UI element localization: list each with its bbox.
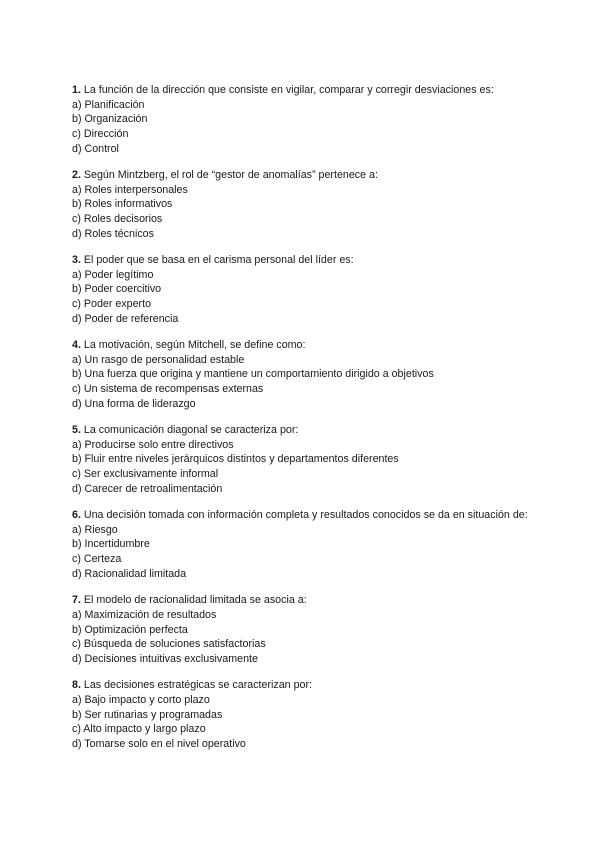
question-4 xyxy=(72,338,540,412)
answer-option: b) Poder coercitivo xyxy=(72,283,162,296)
answer-option: a) Roles interpersonales xyxy=(72,183,188,196)
answer-option: d) Decisiones intuitivas exclusivamente xyxy=(72,652,258,665)
answer-option: d) Una forma de liderazgo xyxy=(72,397,196,410)
answer-option: a) Bajo impacto y corto plazo xyxy=(72,693,210,706)
question-1 xyxy=(72,83,540,157)
question-text xyxy=(72,678,540,693)
answer-option: c) Certeza xyxy=(72,553,122,566)
answer-option: b) Fluir entre niveles jerárquicos distintos y departamentos diferentes xyxy=(72,453,399,466)
answer-option: a) Un rasgo de personalidad estable xyxy=(72,353,245,366)
answer-option: b) Organización xyxy=(72,113,148,126)
question-number: 3. xyxy=(72,254,81,267)
answer-option: a) Planificación xyxy=(72,98,145,111)
question-number: 6. xyxy=(72,509,81,522)
answer-option: c) Roles decisorios xyxy=(72,213,163,226)
answer-option: a) Producirse solo entre directivos xyxy=(72,438,234,451)
answer-option: b) Roles informativos xyxy=(72,198,173,211)
question-stem: El modelo de racionalidad limitada se asocia a: xyxy=(80,594,307,607)
answer-option: c) Ser exclusivamente informal xyxy=(72,468,219,481)
answer-option: a) Maximización de resultados xyxy=(72,608,217,621)
question-number: 4. xyxy=(72,339,81,352)
question-stem: Las decisiones estratégicas se caracterizan por: xyxy=(80,679,313,692)
answer-option: c) Un sistema de recompensas externas xyxy=(72,383,264,396)
question-6 xyxy=(72,508,540,582)
question-number: 2. xyxy=(72,169,81,182)
answer-option: b) Ser rutinarias y programadas xyxy=(72,708,223,721)
question-number: 8. xyxy=(72,679,81,692)
question-text xyxy=(72,423,540,438)
question-8 xyxy=(72,678,540,752)
answer-option: b) Incertidumbre xyxy=(72,538,150,551)
answer-option: b) Una fuerza que origina y mantiene un comportamiento dirigido a objetivos xyxy=(72,368,434,381)
answer-option: b) Optimización perfecta xyxy=(72,623,188,636)
answer-option: c) Alto impacto y largo plazo xyxy=(72,723,206,736)
question-text xyxy=(72,253,540,268)
question-number: 7. xyxy=(72,594,81,607)
question-text xyxy=(72,168,540,183)
question-stem: La comunicación diagonal se caracteriza por: xyxy=(80,424,299,437)
answer-option: d) Roles técnicos xyxy=(72,227,154,240)
question-text xyxy=(72,508,540,523)
answer-option: d) Control xyxy=(72,142,119,155)
question-5 xyxy=(72,423,540,497)
question-number: 5. xyxy=(72,424,81,437)
answer-option: d) Poder de referencia xyxy=(72,312,179,325)
answer-option: a) Poder legítimo xyxy=(72,268,154,281)
question-stem: La motivación, según Mitchell, se define como: xyxy=(80,339,306,352)
answer-option: a) Riesgo xyxy=(72,523,118,536)
question-text xyxy=(72,338,540,353)
question-2 xyxy=(72,168,540,242)
question-stem: Según Mintzberg, el rol de “gestor de anomalías” pertenece a: xyxy=(80,169,378,182)
answer-option: d) Carecer de retroalimentación xyxy=(72,482,223,495)
question-3 xyxy=(72,253,540,327)
question-text xyxy=(72,593,540,608)
answer-option: c) Poder experto xyxy=(72,298,152,311)
answer-option: d) Tomarse solo en el nivel operativo xyxy=(72,737,246,750)
question-number: 1. xyxy=(72,84,81,96)
question-text xyxy=(72,83,540,98)
question-7 xyxy=(72,593,540,667)
answer-option: c) Dirección xyxy=(72,128,129,141)
answer-option: d) Racionalidad limitada xyxy=(72,567,187,580)
question-stem: El poder que se basa en el carisma personal del líder es: xyxy=(80,254,354,267)
answer-option: c) Búsqueda de soluciones satisfactorias xyxy=(72,638,266,651)
question-stem: La función de la dirección que consiste en vigilar, comparar y corregir desviaciones es: xyxy=(80,84,494,96)
question-stem: Una decisión tomada con información completa y resultados conocidos se da en situación de: xyxy=(80,509,528,522)
question-list xyxy=(72,83,540,752)
